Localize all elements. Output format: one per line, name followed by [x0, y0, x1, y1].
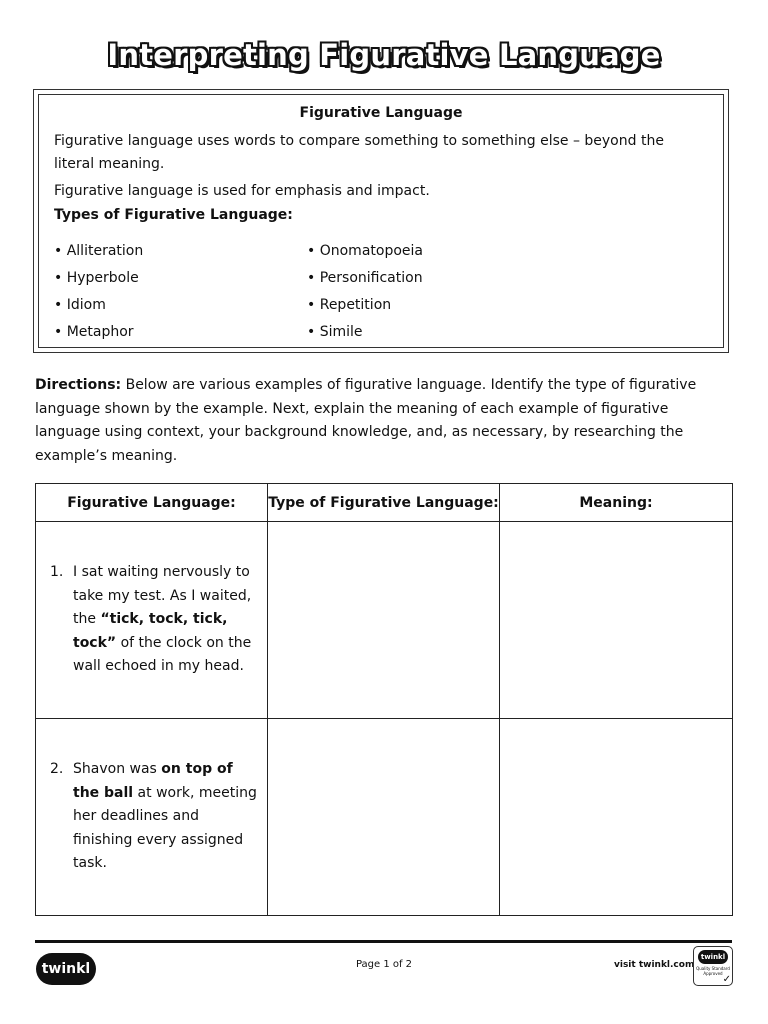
header-meaning: Meaning:	[500, 484, 733, 522]
table-header-row	[36, 484, 733, 522]
directions	[35, 374, 735, 468]
quality-badge	[693, 946, 733, 986]
directions-text: Below are various examples of figurative language. Identify the type of figurative language shown by the example. Next, explain the meaning of each example of figurative language using context, your background knowledge, and, as necessary, by researching the example’s meaning.	[35, 377, 697, 464]
types-list-left	[54, 238, 143, 346]
info-purpose: Figurative language is used for emphasis and impact.	[54, 183, 430, 199]
example-number: 2.	[50, 761, 64, 778]
table-row	[36, 522, 733, 719]
header-type: Type of Figurative Language:	[268, 484, 500, 522]
types-title: Types of Figurative Language:	[54, 207, 293, 223]
directions-label: Directions:	[35, 377, 122, 393]
example-item	[36, 758, 267, 876]
page-number: Page 1 of 2	[355, 959, 413, 970]
meaning-answer-cell[interactable]	[500, 719, 733, 916]
visit-link[interactable]: visit twinkl.com	[614, 960, 695, 970]
type-answer-cell[interactable]	[268, 719, 500, 916]
header-figurative-language: Figurative Language:	[36, 484, 268, 522]
example-highlight: on top of the ball	[73, 761, 233, 801]
example-number: 1.	[50, 564, 64, 581]
type-item: • Idiom	[54, 292, 143, 319]
example-item	[36, 561, 267, 679]
page-title: Interpreting Figurative Language	[107, 38, 661, 72]
info-heading: Figurative Language	[299, 105, 463, 121]
example-text-start: Shavon was	[73, 761, 162, 778]
table-row	[36, 719, 733, 916]
worksheet-table	[35, 483, 733, 916]
type-item: • Metaphor	[54, 319, 143, 346]
type-item: • Personification	[307, 265, 423, 292]
example-text	[73, 758, 257, 876]
type-item: • Hyperbole	[54, 265, 143, 292]
info-box-inner-border	[38, 94, 724, 348]
example-text	[73, 561, 257, 679]
example-cell	[36, 719, 268, 916]
type-item: • Simile	[307, 319, 423, 346]
badge-logo: twinkl	[698, 950, 728, 964]
type-item: • Alliteration	[54, 238, 143, 265]
type-answer-cell[interactable]	[268, 522, 500, 719]
example-cell	[36, 522, 268, 719]
types-list-right	[307, 238, 423, 346]
badge-text: Quality Standard Approved	[696, 966, 730, 976]
twinkl-logo: twinkl	[36, 953, 96, 985]
example-highlight: “tick, tock, tick, tock”	[73, 611, 228, 651]
type-item: • Repetition	[307, 292, 423, 319]
footer-divider	[35, 940, 732, 943]
meaning-answer-cell[interactable]	[500, 522, 733, 719]
example-text-end: at work, meeting her deadlines and finishing every assigned task.	[73, 784, 257, 872]
info-box	[33, 89, 729, 353]
info-definition: Figurative language uses words to compare something to something else – beyond the literal meaning.	[54, 133, 664, 172]
example-text-start: I sat waiting nervously to take my test. As I waited, the	[73, 564, 252, 628]
check-icon: ✓	[722, 974, 731, 985]
type-item: • Onomatopoeia	[307, 238, 423, 265]
example-text-end: of the clock on the wall echoed in my head.	[73, 634, 252, 675]
